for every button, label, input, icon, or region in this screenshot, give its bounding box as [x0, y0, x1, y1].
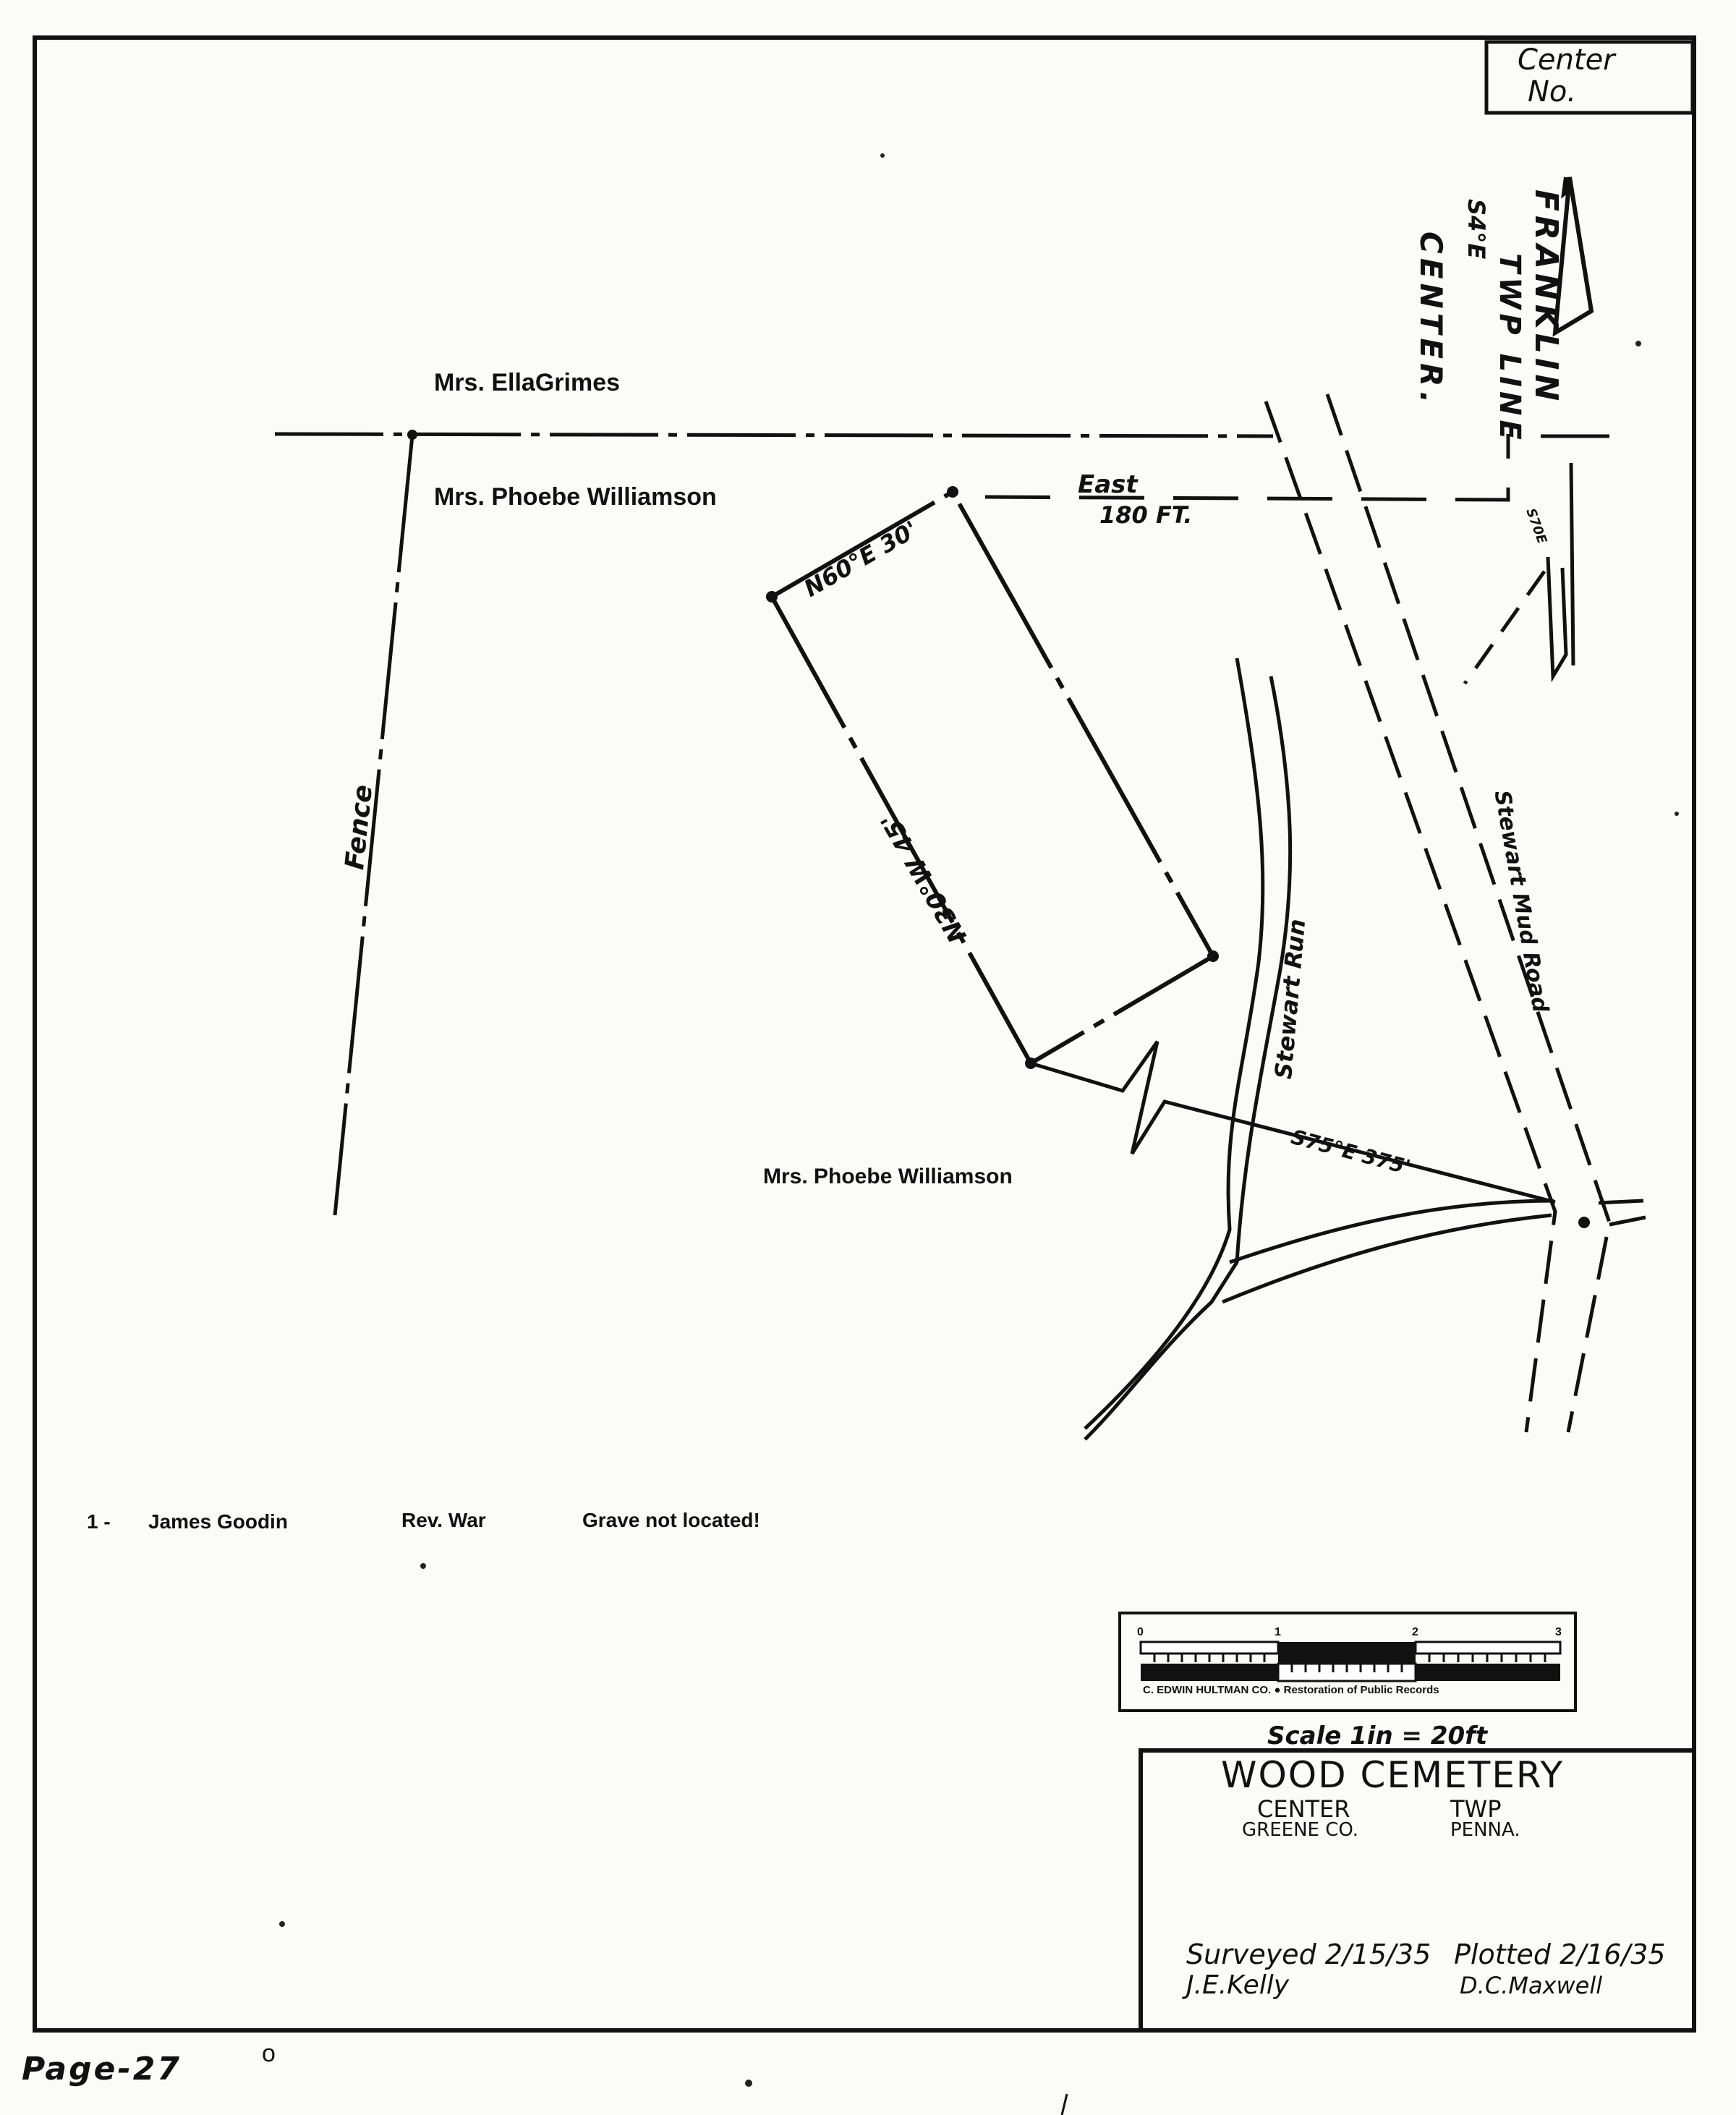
distance-label-east: 180 FT.: [1099, 501, 1193, 529]
road-label: Stewart Mud Road: [1489, 788, 1553, 1015]
scan-mark: [1062, 2094, 1067, 2115]
scale-bar-separator: ●: [1274, 1684, 1281, 1696]
township-line: [1571, 463, 1573, 665]
page-label: Page-27: [22, 2051, 182, 2088]
scale-tick-2: 2: [1412, 1626, 1418, 1638]
stream-bank-east: [1085, 676, 1290, 1439]
title-block-title: WOOD CEMETERY: [1221, 1754, 1564, 1796]
scale-bar-white-3: [1416, 1642, 1560, 1654]
scale-bar-tagline: Restoration of Public Records: [1283, 1684, 1439, 1696]
title-block-surveyed: Surveyed 2/15/35: [1186, 1939, 1431, 1970]
scale-bar-black-3: [1416, 1664, 1560, 1681]
road-mark-label: S70E: [1523, 506, 1550, 546]
page-mark: o: [262, 2040, 276, 2067]
township-twp-line-label: TWP LINE: [1493, 253, 1526, 444]
title-block-twp: TWP: [1450, 1795, 1502, 1823]
scale-tick-1: 1: [1275, 1626, 1281, 1638]
grave-note-service: Rev. War: [401, 1509, 486, 1531]
road-edge-east: [1327, 394, 1609, 1432]
scale-bar-white-1: [1141, 1642, 1278, 1654]
title-block-plotted: Plotted 2/16/35: [1454, 1939, 1666, 1970]
grimes-property-line: [275, 434, 1609, 436]
owner-label-grimes: Mrs. EllaGrimes: [434, 369, 621, 396]
bearing-label-east: East: [1078, 470, 1138, 499]
title-block-surveyor: J.E.Kelly: [1186, 1970, 1290, 2000]
scale-bar-maker: [1143, 1684, 1439, 1696]
bearing-label-nw: N30°W 45': [875, 807, 973, 948]
grave-note-status: Grave not located!: [582, 1509, 760, 1531]
east-line: [985, 434, 1508, 500]
scale-bar-black-2: [1278, 1642, 1416, 1664]
center-label: Center: [1518, 43, 1615, 77]
bearing-label-ne: N60°E 30': [799, 515, 923, 603]
township-bearing-label: S4°E: [1463, 199, 1490, 260]
title-block-state: PENNA.: [1450, 1819, 1520, 1841]
owner-label-williamson-top: Mrs. Phoebe Williamson: [434, 483, 717, 511]
scale-tick-0: 0: [1137, 1626, 1144, 1638]
scale-tick-3: 3: [1555, 1626, 1562, 1638]
grave-note-number: 1 -: [87, 1510, 111, 1533]
corner-point-ne: [947, 486, 958, 498]
bearing-label-s75e: S75°E 375': [1288, 1125, 1413, 1180]
stream-branch: [1222, 1201, 1554, 1302]
title-block-county: GREENE CO.: [1242, 1819, 1359, 1841]
township-franklin-label: FRANKLIN: [1528, 190, 1565, 406]
center-number-label: No.: [1528, 75, 1577, 108]
stream-label: Stewart Run: [1269, 917, 1311, 1081]
township-line-lower: [1548, 557, 1566, 676]
township-line-dashed: [1465, 571, 1544, 684]
grave-note-name: James Goodin: [148, 1510, 288, 1533]
scale-bar-maker-name: C. EDWIN HULTMAN CO.: [1143, 1684, 1272, 1696]
corner-point-nw: [766, 591, 778, 603]
title-block-twp-name: CENTER: [1257, 1795, 1350, 1823]
title-block-plotter: D.C.Maxwell: [1460, 1972, 1603, 1999]
owner-label-williamson-bottom: Mrs. Phoebe Williamson: [763, 1165, 1013, 1188]
scale-text: Scale 1in = 20ft: [1267, 1722, 1488, 1750]
township-center-label: CENTER.: [1413, 231, 1449, 408]
corner-point-se: [1207, 950, 1219, 962]
fence-label: Fence: [340, 783, 379, 872]
scale-bar-black-1: [1141, 1664, 1278, 1681]
tie-end-point: [1578, 1217, 1590, 1228]
